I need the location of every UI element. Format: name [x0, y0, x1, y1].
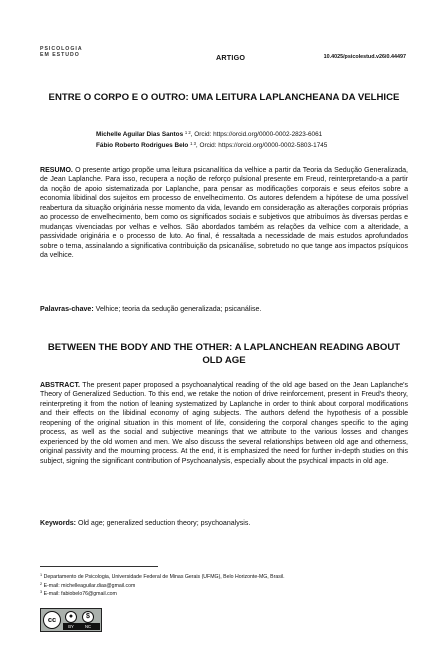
palavras-chave: Palavras-chave: Velhice; teoria da sedução generalizada; psicanálise. — [40, 306, 262, 313]
author-1: Michelle Aguilar Dias Santos $^{1 2}$, Orcid: https://orcid.org/0000-0002-2823-6061 — [96, 130, 323, 138]
author-list — [96, 128, 416, 150]
page-header — [40, 46, 408, 66]
footnotes — [40, 572, 408, 598]
author-1-affiliation-marks: 1 2 — [184, 130, 191, 135]
footnote-1: $^1$ Departamento de Psicologia, Universidade Federal de Minas Gerais (UFMG), Belo Horizonte-MG, Brasil. — [40, 573, 285, 580]
keywords: Keywords: Old age; generalized seduction theory; psychoanalysis. — [40, 520, 251, 527]
journal-logo: PSICOLOGIA EM ESTUDO — [40, 46, 83, 58]
cc-icon: cc — [43, 611, 61, 629]
title-portuguese: ENTRE O CORPO E O OUTRO: UMA LEITURA LAPLANCHEANA DA VELHICE — [48, 92, 400, 103]
resumo: RESUMO. O presente artigo propõe uma leitura psicanalítica da velhice a partir da Teoria da Sedução Generalizada, de Jean Laplanche. Para isso, recupera a noção de reforço pulsional presente em Freud, reinterpretando-a a partir da noção de apoio sistematizada por Laplanche, para pensar as modificações corporais e seus efeitos sobre a economia libidinal dos sujeitos em processo de envelhecimento. Os autores defendem a hipótese de uma possível reabertura da situação originária nesse momento da vida, levando em consideração as alterações corporais próprias ao processo de envelhecimento, bem como os significados sociais e subjetivos que atribuímos às diversas perdas e mudanças vivenciadas por velhas e velhos. São abordados também as relações da velhice com a alteridade, a passividade originária e o processo de luto. Ao final, é ressaltada a necessidade de mais estudos aprofundados sobre o tema, assinalando a significativa contribuição da psicanálise, sobretudo no que tange aos impactos psíquicos da velhice. — [40, 167, 408, 260]
title-english: BETWEEN THE BODY AND THE OTHER: A LAPLANCHEAN READING ABOUT OLD AGE — [47, 342, 401, 366]
author-2-orcid[interactable]: , Orcid: https://orcid.org/0000-0002-5803-1745 — [195, 142, 328, 150]
author-1-orcid[interactable]: , Orcid: https://orcid.org/0000-0002-2823-6061 — [190, 131, 323, 138]
by-label: BY — [68, 624, 74, 629]
creative-commons-license-badge[interactable] — [40, 608, 102, 632]
author-2: Fábio Roberto Rodrigues Belo $^{1 3}$, Orcid: https://orcid.org/0000-0002-5803-1745 — [96, 141, 328, 150]
footnote-rule — [40, 566, 158, 567]
doi: 10.4025/psicolestud.v26i0.44497 — [323, 54, 406, 60]
by-person-icon: ● — [65, 611, 77, 623]
article-type: ARTIGO — [216, 53, 246, 62]
author-2-affiliation-marks: 1 3 — [190, 141, 196, 147]
abstract: ABSTRACT. The present paper proposed a psychoanalytical reading of the old age based on the Jean Laplanche's Theory of Generalized Seduction. To this end, we retake the notion of drive reinforcement, present in Freud's theory, reinterpreting it from the notion of leaning systematized by Laplanche in order to think about corporal modifications and their effects on the libidinal economy of aging subjects. The authors defend the hypothesis of a possible reopening of the original situation in this moment of life, considering the corporal changes specific to the aging process, as well as the social and subjective meanings that we attribute to the various losses and changes experienced by the old women and men. We also discuss the several relationships between old age and otherness, original passivity and the mourning process. At the end, it is emphasized the need for further in-depth studies on this subject, signing the significant contribution of Psychoanalysis, especially about the psychical impacts in old age. — [40, 382, 408, 465]
nc-label: NC — [84, 624, 92, 629]
footnote-2: $^2$ E-mail: michelleaguilar.dias@gmail.com — [40, 581, 136, 589]
footnote-3: $^3$ E-mail: fabiobelo76@gmail.com — [40, 590, 117, 598]
nc-dollar-icon: $ — [82, 611, 94, 623]
